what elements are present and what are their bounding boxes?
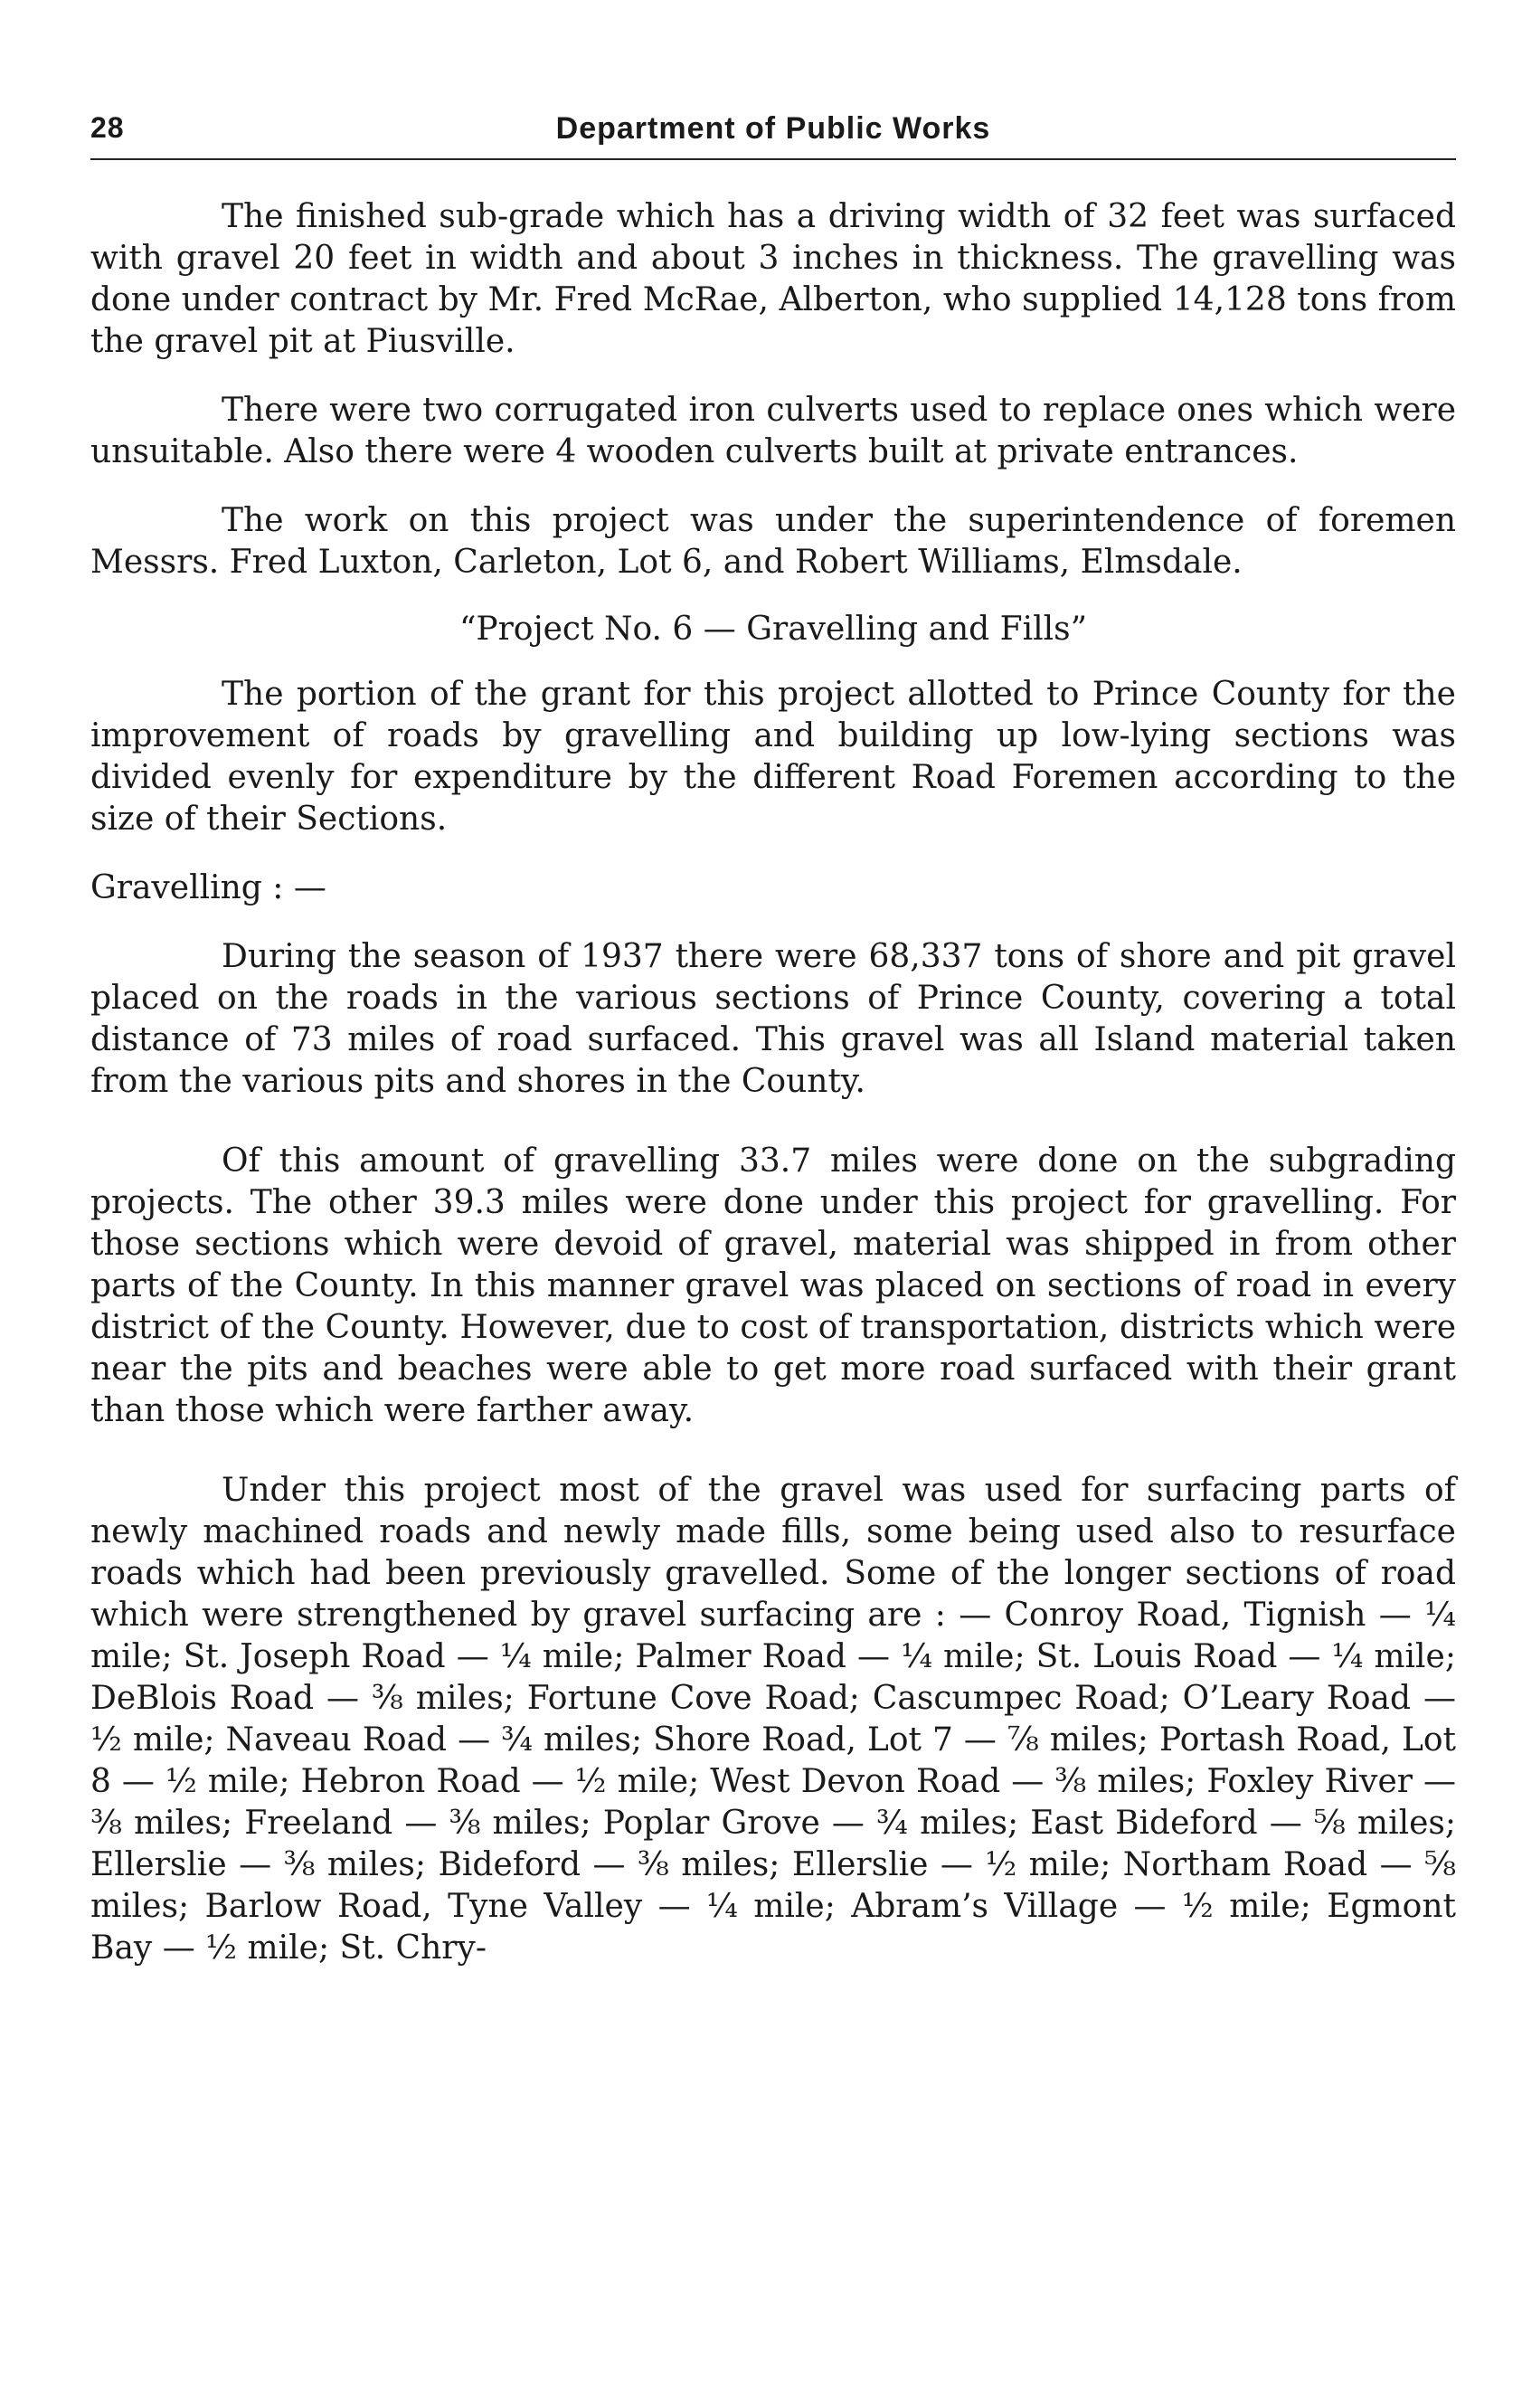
paragraph-season-1937: During the season of 1937 there were 68,337 tons of shore and pit gravel placed on the roads in the various sections of Prince County, covering a total distance of 73 miles of road surfaced. This gravel was all Island material taken from the various pits and shores in the County. xyxy=(90,938,1456,1100)
subheading-gravelling: Gravelling : — xyxy=(90,869,326,906)
paragraph-foremen: The work on this project was under the superintendence of foremen Messrs. Fred Luxton, Carleton, Lot 6, and Robert Williams, Elmsdale. xyxy=(90,502,1456,581)
paragraph-grant-portion: The portion of the grant for this project allotted to Prince County for the improvement of roads by gravelling and building up low-lying sections was divided evenly for expenditure by the different Road Foremen according to the size of their Sections. xyxy=(90,676,1456,838)
section-heading: “Project No. 6 — Gravelling and Fills” xyxy=(458,611,1088,648)
paragraph-road-list: Under this project most of the gravel was used for surfacing parts of newly machined roads and newly made fills, some being used also to resurface roads which had been previously gravelled. Some of the longer sections of road which were strengthened by gravel surfacing are : — Conroy Road, Tignish — ¼ mile; St. Joseph Road — ¼ mile; Palmer Road — ¼ mile; St. Louis Road — ¼ mile; DeBlois Road — ⅜ miles; Fortune Cove Road; Cascumpec Road; O’Leary Road — ½ mile; Naveau Road — ¾ miles; Shore Road, Lot 7 — ⅞ miles; Portash Road, Lot 8 — ½ mile; Hebron Road — ½ mile; West Devon Road — ⅜ miles; Foxley River — ⅜ miles; Freeland — ⅜ miles; Poplar Grove — ¾ miles; East Bideford — ⅝ miles; Ellerslie — ⅜ miles; Bideford — ⅜ miles; Ellerslie — ½ mile; Northam Road — ⅝ miles; Barlow Road, Tyne Valley — ¼ mile; Abram’s Village — ½ mile; Egmont Bay — ½ mile; St. Chry- xyxy=(90,1472,1456,1967)
running-header xyxy=(90,104,1456,160)
paragraph-surfacing: The finished sub-grade which has a driving width of 32 feet was surfaced with gravel 20 feet in width and about 3 inches in thickness. The gravelling was done under contract by Mr. Fred McRae, Alberton, who supplied 14,128 tons from the gravel pit at Piusville. xyxy=(90,198,1456,360)
header-title: Department of Public Works xyxy=(555,111,991,146)
page-number: 28 xyxy=(90,111,125,144)
paragraph-gravelling-amount: Of this amount of gravelling 33.7 miles were done on the subgrading projects. The other 39.3 miles were done under this project for gravelling. For those sections which were devoid of gravel, material was shipped in from other parts of the County. In this manner gravel was placed on sections of road in every district of the County. However, due to cost of transportation, districts which were near the pits and beaches were able to get more road surfaced with their grant than those which were farther away. xyxy=(90,1142,1456,1429)
paragraph-culverts: There were two corrugated iron culverts used to replace ones which were unsuitable. Also there were 4 wooden culverts built at private entrances. xyxy=(90,392,1456,470)
document-page xyxy=(90,104,1456,1969)
